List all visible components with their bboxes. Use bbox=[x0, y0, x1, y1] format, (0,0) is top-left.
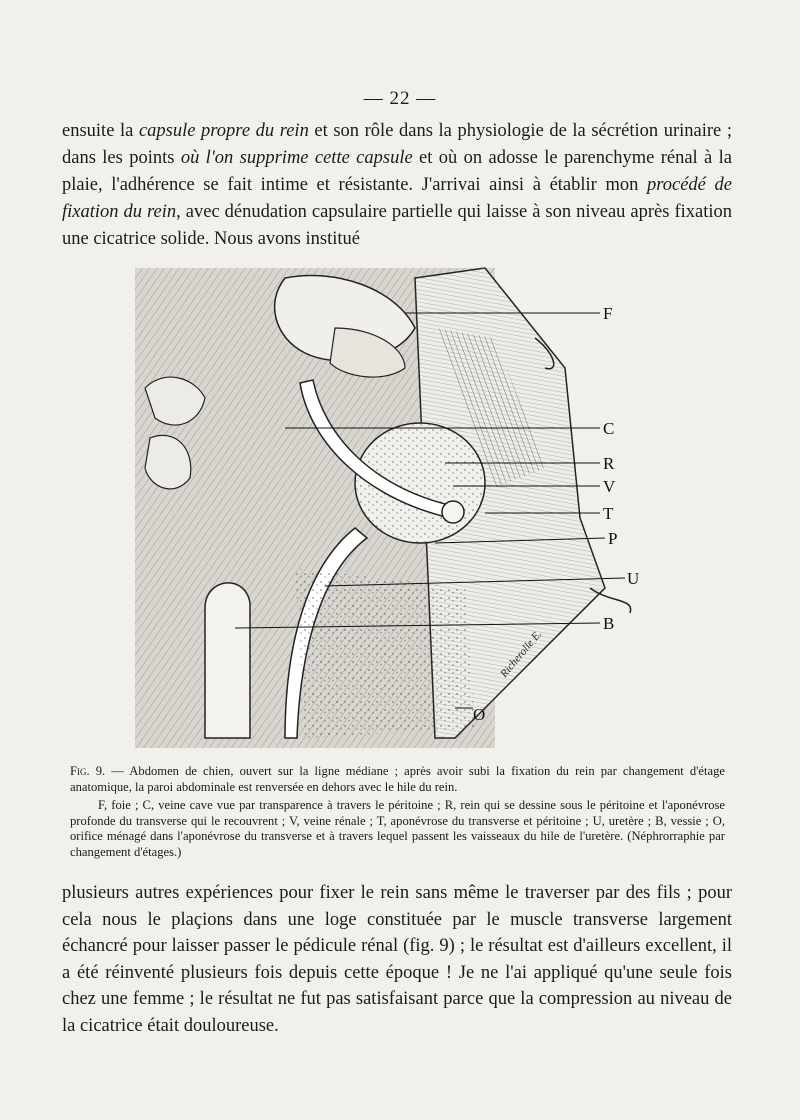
figure-label-V: V bbox=[603, 477, 616, 496]
caption-title bbox=[70, 764, 725, 795]
figure-label-R: R bbox=[603, 454, 615, 473]
page-number: — 22 — bbox=[363, 88, 437, 109]
text-run: et son rôle dans la physiologie de la sécrétion urinaire ; dans les points bbox=[62, 121, 732, 168]
text-run: ensuite la bbox=[62, 121, 139, 141]
figure-drawing bbox=[135, 268, 640, 748]
bladder bbox=[205, 583, 250, 738]
retractor-hook bbox=[590, 588, 631, 613]
figure-label-P: P bbox=[608, 529, 618, 548]
italic-run: capsule propre du rein bbox=[138, 121, 309, 141]
text-run: , avec dénudation capsulaire partielle qui laisse à son niveau après fixation une cicatrice solide. Nous avons institué bbox=[62, 202, 732, 249]
caption-title-text: — Abdomen de chien, ouvert sur la ligne médiane ; après avoir subi la fixation du rein par changement d'étage anatomique, la paroi abdominale est renversée en dehors avec le hile du rein. bbox=[70, 764, 725, 794]
caption-legend: F, foie ; C, veine cave vue par transparence à travers le péritoine ; R, rein qui se dessine sous le péritoine et l'aponévrose profonde du transverse qui le recouvrent ; V, veine rénale ; T, aponévrose du transverse et péritoine ; U, uretère ; B, vessie ; O, orifice ménagé dans l'aponévrose du transverse et à travers lequel passent les vaisseaux du hile de l'uretère. (Néphrorraphie par changement d'étages.) bbox=[70, 798, 725, 859]
figure-label-T: T bbox=[603, 504, 614, 523]
figure-number: Fig. 9. bbox=[70, 764, 106, 778]
figure-label-U: U bbox=[627, 569, 640, 588]
figure-label-C: C bbox=[603, 419, 615, 438]
italic-run: procédé de fixation du rein bbox=[62, 175, 732, 222]
figure-caption bbox=[70, 764, 725, 863]
figure-label-F: F bbox=[603, 304, 613, 323]
paragraph-bottom: plusieurs autres expériences pour fixer le rein sans même le traverser par des fils ; pour cela nous le plaçions dans une loge constituée par le muscle transverse largement échancré pour laisser passer le pédicule rénal (fig. 9) ; le résultat est d'ailleurs excellent, il a été réinventé plusieurs fois depuis cette époque ! Je ne l'ai appliqué qu'une seule fois chez une femme ; le résultat ne fut pas satisfaisant parce que la compression au niveau de la cicatrice était douloureuse. bbox=[62, 883, 732, 1036]
text-run: et où on adosse le parenchyme rénal à la plaie, l'adhérence se fait intime et résistante. J'arrivai ainsi à établir mon bbox=[62, 148, 732, 195]
figure-label-O: O bbox=[473, 705, 486, 724]
engraver-signature: Richerolle E. bbox=[498, 628, 545, 680]
figure-label-B: B bbox=[603, 614, 615, 633]
paragraph-top bbox=[62, 118, 732, 253]
anatomical-figure bbox=[135, 268, 640, 748]
italic-run: où l'on supprime cette capsule bbox=[180, 148, 413, 168]
